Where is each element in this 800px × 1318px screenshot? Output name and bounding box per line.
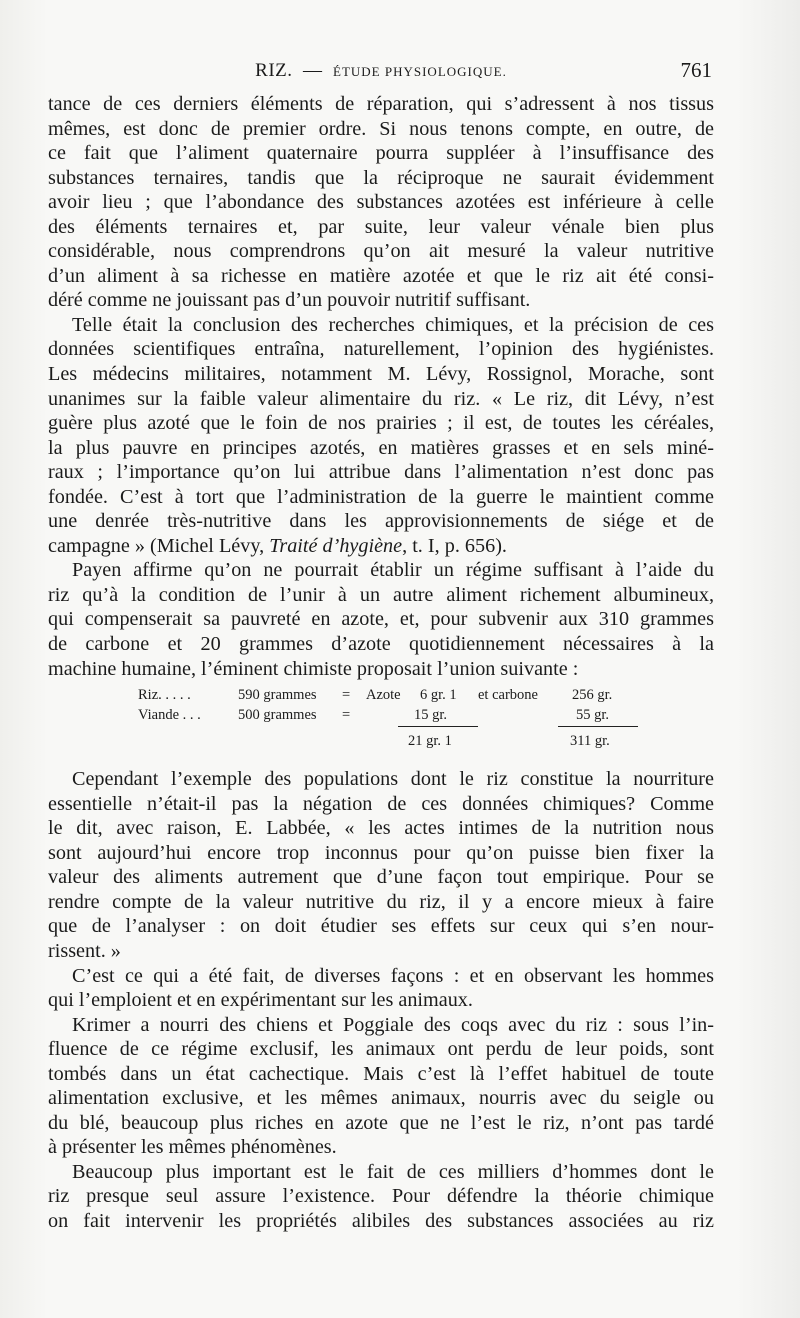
text-line: essentielle n’était-il pas la négation de ces données chimiques? Comme — [48, 792, 714, 815]
text-line: avoir lieu ; que l’abondance des substances azotées est inférieure à celle — [48, 191, 714, 214]
text-line: mêmes, est donc de premier ordre. Si nous tenons compte, en outre, de — [48, 117, 714, 140]
paragraph-7 — [48, 1160, 714, 1234]
running-title — [48, 60, 714, 82]
equals-sign: = — [342, 707, 351, 724]
text-line: fluence de ce régime exclusif, les animaux ont perdu de leur poids, sont — [48, 1038, 714, 1061]
text-line: considérable, nous comprendrons qu’on ait mesuré la valeur nutritive — [48, 240, 714, 263]
amount-cell: 590 grammes — [238, 687, 317, 704]
paragraph-6 — [48, 1013, 714, 1160]
text-line: ce fait que l’aliment quaternaire pourra suppléer à l’insuffisance des — [48, 142, 714, 165]
carbone-cell: 55 gr. — [576, 707, 610, 724]
total-rule-carbone — [558, 726, 638, 727]
text-line: Cependant l’exemple des populations dont le riz constitue la nourriture — [72, 768, 714, 791]
diet-table — [48, 683, 714, 767]
text-line: unanimes sur la faible valeur alimentaire du riz. « Le riz, dit Lévy, n’est — [48, 387, 714, 410]
text-line: on fait intervenir les propriétés alibiles des substances associées au riz — [48, 1209, 714, 1232]
text-line: guère plus azoté que le foin de nos prairies ; il est, de toutes les céréales, — [48, 412, 714, 435]
text-line: la plus pauvre en principes azotés, en matières grasses et en sels miné- — [48, 436, 714, 459]
text-line: déré comme ne jouissant pas d’un pouvoir nutritif suffisant. — [48, 289, 531, 312]
paragraph-3 — [48, 558, 714, 681]
text-line: substances ternaires, tandis que la réciproque ne saurait évidemment — [48, 166, 714, 189]
text-line: rissent. » — [48, 939, 121, 962]
text-line: le dit, avec raison, E. Labbée, « les actes intimes de la nutrition nous — [48, 817, 714, 840]
paragraph-4 — [48, 767, 714, 963]
text-line: alimentation exclusive, et les mêmes animaux, nourris avec du seigle ou — [48, 1087, 714, 1110]
text-line: fondée. C’est à tort que l’administration de la guerre le maintient comme — [48, 485, 714, 508]
text-line: Telle était la conclusion des recherches chimiques, et la précision de ces — [72, 313, 714, 336]
text-line: de carbone et 20 grammes d’azote quotidiennement nécessaires à la — [48, 633, 714, 656]
equals-sign: = — [342, 687, 351, 704]
text-line: des éléments ternaires et, par suite, leur valeur vénale bien plus — [48, 215, 714, 238]
text-line: machine humaine, l’éminent chimiste proposait l’union suivante : — [48, 657, 579, 680]
text-line: à présenter les mêmes phénomènes. — [48, 1136, 337, 1159]
total-azote: 21 gr. 1 — [408, 733, 452, 750]
section-subtitle: ÉTUDE PHYSIOLOGIQUE. — [333, 64, 507, 79]
paragraph-1 — [48, 92, 714, 313]
text-line: Krimer a nourri des chiens et Poggiale des coqs avec du riz : sous l’in- — [72, 1013, 714, 1036]
text-line: du blé, beaucoup plus riches en azote que ne l’est le riz, n’ont pas tardé — [48, 1111, 714, 1134]
text-line: données scientifiques entraîna, naturellement, l’opinion des hygiénistes. — [48, 338, 714, 361]
running-header — [48, 58, 714, 88]
text-line: Payen affirme qu’on ne pourrait établir un régime suffisant à l’aide du — [72, 559, 714, 582]
text-line: une denrée très-nutritive dans les approvisionnements de siége et de — [48, 510, 714, 533]
page-number: 761 — [680, 58, 712, 82]
text-line: tance de ces derniers éléments de réparation, qui s’adressent à nos tissus — [48, 93, 714, 115]
carbone-label: et carbone — [478, 687, 538, 704]
text-line: campagne » (Michel Lévy, Traité d’hygiène, t. I, p. 656). — [48, 534, 507, 557]
text-line: Les médecins militaires, notamment M. Lévy, Rossignol, Morache, sont — [48, 363, 714, 386]
text-line: rendre compte de la valeur nutritive du riz, il y a encore mieux à faire — [48, 890, 714, 913]
text-line: riz presque seul assure l’existence. Pour défendre la théorie chimique — [48, 1185, 714, 1208]
azote-cell: 15 gr. — [414, 707, 448, 724]
table-total-row — [48, 731, 714, 751]
header-dash: — — [303, 60, 323, 81]
page-body — [48, 92, 714, 1234]
amount-cell: 500 grammes — [238, 707, 317, 724]
table-row — [48, 685, 714, 705]
text-line: que de l’analyser : on doit étudier ses effets sur ceux qui s’en nour- — [48, 915, 714, 938]
azote-cell: 6 gr. 1 — [420, 687, 457, 704]
total-rule-azote — [398, 726, 478, 727]
cited-title: Traité d’hygiène — [269, 534, 403, 557]
text-line: valeur des aliments autrement que d’une façon tout empirique. Pour se — [48, 866, 714, 889]
table-row — [48, 705, 714, 725]
food-cell: Viande . . . — [138, 707, 201, 724]
text-line: qui compenserait sa pauvreté en azote, et, pour subvenir aux 310 grammes — [48, 608, 714, 631]
text-line: qui l’emploient et en expérimentant sur les animaux. — [48, 989, 473, 1012]
carbone-cell: 256 gr. — [572, 687, 613, 704]
text-line: C’est ce qui a été fait, de diverses façons : et en observant les hommes — [72, 964, 714, 987]
food-cell: Riz. . . . . — [138, 687, 191, 704]
text-line: raux ; l’importance qu’on lui attribue dans l’alimentation n’est donc pas — [48, 461, 714, 484]
paragraph-2 — [48, 313, 714, 558]
text-line: riz qu’à la condition de l’unir à un autre aliment richement albumineux, — [48, 583, 714, 606]
text-line: d’un aliment à sa richesse en matière azotée et que le riz ait été consi- — [48, 264, 714, 287]
azote-label: Azote — [366, 687, 401, 704]
text-line: tombés dans un état cachectique. Mais c’est là l’effet habituel de toute — [48, 1062, 714, 1085]
total-carbone: 311 gr. — [570, 733, 610, 750]
text-line: Beaucoup plus important est le fait de ces milliers d’hommes dont le — [72, 1160, 714, 1183]
paragraph-5 — [48, 964, 714, 1013]
text-line: sont aujourd’hui encore trop inconnus pour qu’on puisse bien fixer la — [48, 841, 714, 864]
section-name: RIZ. — [255, 60, 293, 81]
